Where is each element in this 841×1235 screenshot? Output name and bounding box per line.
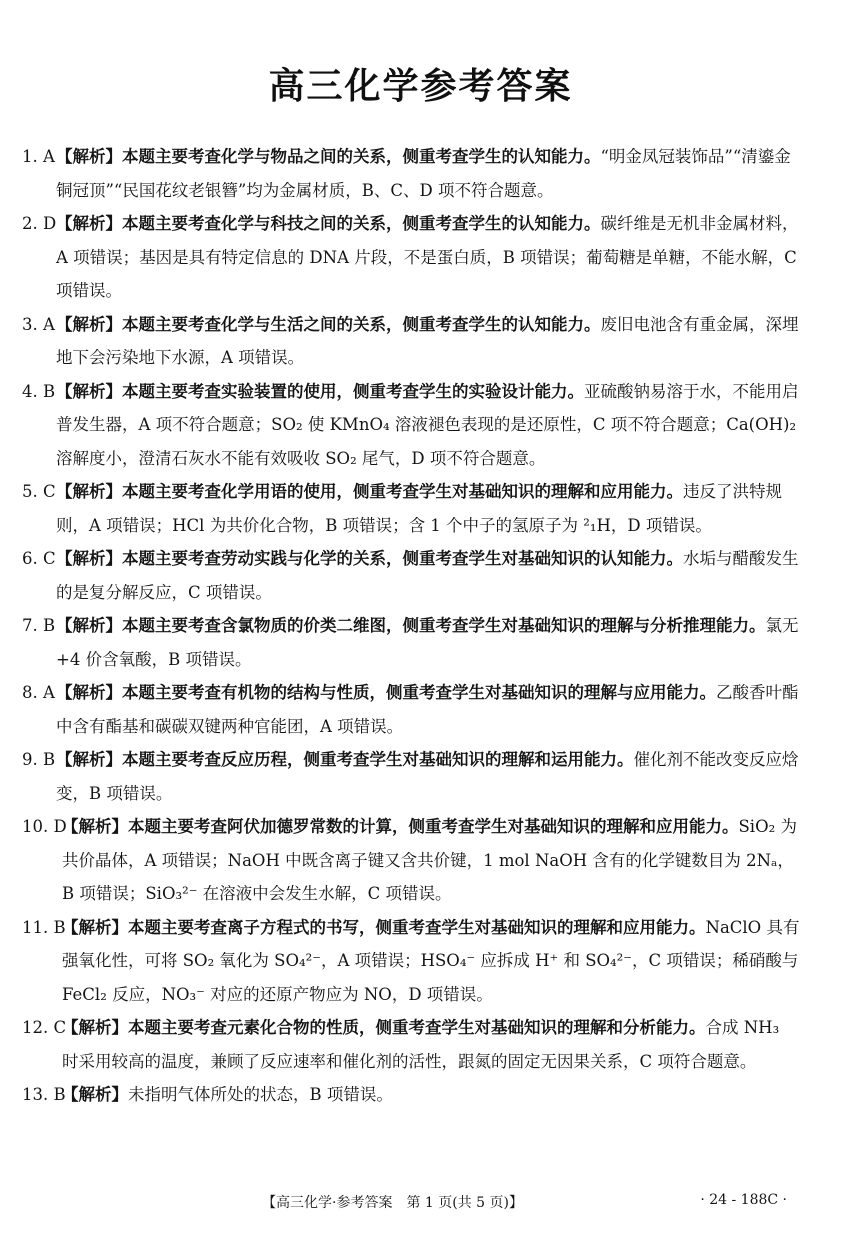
answer-item-5	[22, 475, 800, 542]
answer-item-8	[22, 676, 800, 743]
footer-code: · 24 - 188C ·	[700, 1192, 787, 1208]
answer-detail: 亚硫酸钠易溶于水，不能用启普发生器，A 项不符合题意；SO₂ 使 KMnO₄ 溶液褪色表现的是还原性，C 项不符合题意；Ca(OH)₂ 溶解度小，澄清石灰水不能有效吸收 SO₂ 尾气，D 项不符合题意。	[56, 381, 799, 468]
analysis-tag: 【解析】	[62, 1085, 128, 1104]
answer-item-12	[22, 1011, 800, 1078]
answer-detail: 废旧电池含有重金属，深埋地下会污染地下水源，A 项错误。	[56, 314, 799, 367]
answer-summary: 本题主要考查阿伏加德罗常数的计算，侧重考查学生对基础知识的理解和应用能力。	[128, 817, 739, 836]
answer-item-10	[22, 810, 800, 911]
answer-detail: 乙酸香叶酯中含有酯基和碳碳双键两种官能团，A 项错误。	[56, 683, 799, 736]
answer-detail: 未指明气体所处的状态，B 项错误。	[128, 1085, 393, 1104]
answer-number: 2. D	[22, 214, 57, 233]
answer-summary: 本题主要考查化学用语的使用，侧重考查学生对基础知识的理解和应用能力。	[122, 482, 683, 501]
answer-detail: 合成 NH₃ 时采用较高的温度，兼顾了反应速率和催化剂的活性，跟氮的固定无因果关系，C 项符合题意。	[62, 1018, 780, 1071]
answer-summary: 本题主要考查化学与生活之间的关系，侧重考查学生的认知能力。	[122, 314, 601, 334]
analysis-tag: 【解析】	[56, 750, 122, 769]
answer-summary: 本题主要考查实验装置的使用，侧重考查学生的实验设计能力。	[122, 381, 584, 401]
answer-number: 11. B	[22, 917, 66, 937]
answer-number: 7. B	[22, 616, 56, 635]
analysis-tag: 【解析】	[62, 817, 128, 836]
answer-summary: 本题主要考查含氯物质的价类二维图，侧重考查学生对基础知识的理解与分析推理能力。	[122, 616, 766, 635]
answer-item-9	[22, 743, 800, 810]
answer-summary: 本题主要考查有机物的结构与性质，侧重考查学生对基础知识的理解与应用能力。	[122, 683, 716, 702]
answer-number: 3. A	[22, 314, 55, 334]
answer-number: 6. C	[22, 549, 56, 568]
answer-item-2	[22, 207, 800, 308]
answer-summary: 本题主要考查劳动实践与化学的关系，侧重考查学生对基础知识的认知能力。	[122, 549, 683, 568]
answer-number: 8. A	[22, 683, 55, 702]
answer-item-3	[22, 308, 800, 375]
answer-summary: 本题主要考查元素化合物的性质，侧重考查学生对基础知识的理解和分析能力。	[128, 1018, 706, 1037]
answer-detail: “明金凤冠装饰品”“清鎏金铜冠顶”“民国花纹老银簪”均为金属材质，B、C、D 项不符合题意。	[56, 147, 791, 200]
analysis-tag: 【解析】	[56, 482, 122, 501]
page-footer	[0, 1192, 841, 1216]
analysis-tag: 【解析】	[56, 147, 122, 166]
answer-summary: 本题主要考查化学与科技之间的关系，侧重考查学生的认知能力。	[122, 214, 601, 233]
answer-detail: 违反了洪特规则，A 项错误；HCl 为共价化合物，B 项错误；含 1 个中子的氢原子为 ²₁H，D 项错误。	[56, 482, 782, 535]
analysis-tag: 【解析】	[56, 214, 122, 233]
answer-number: 5. C	[22, 482, 56, 501]
answer-detail: 碳纤维是无机非金属材料，A 项错误；基因是具有特定信息的 DNA 片段，不是蛋白质，B 项错误；葡萄糖是单糖，不能水解，C 项错误。	[56, 214, 799, 300]
answer-summary: 本题主要考查化学与物品之间的关系，侧重考查学生的认知能力。	[122, 147, 601, 166]
answer-detail: SiO₂ 为共价晶体，A 项错误；NaOH 中既含离子键又含共价键，1 mol NaOH 含有的化学键数目为 2Nₐ，B 项错误；SiO₃²⁻ 在溶液中会发生水解，C 项错误。	[62, 817, 797, 903]
answer-item-11	[22, 911, 800, 1012]
answer-item-6	[22, 542, 800, 609]
analysis-tag: 【解析】	[56, 549, 122, 568]
analysis-tag: 【解析】	[56, 381, 122, 401]
answer-number: 1. A	[22, 147, 55, 166]
answer-item-7	[22, 609, 800, 676]
analysis-tag: 【解析】	[62, 917, 128, 937]
answer-detail: NaClO 具有强氧化性，可将 SO₂ 氧化为 SO₄²⁻，A 项错误；HSO₄⁻ 应拆成 H⁺ 和 SO₄²⁻，C 项错误；稀硝酸与 FeCl₂ 反应，NO₃⁻ 对应的还原产物应为 NO，D 项错误。	[62, 917, 800, 1004]
answer-detail: 氯无+4 价含氧酸，B 项错误。	[56, 616, 799, 669]
analysis-tag: 【解析】	[56, 616, 122, 635]
answer-item-13	[22, 1078, 800, 1112]
answer-item-1	[22, 140, 800, 207]
answer-number: 12. C	[22, 1018, 67, 1037]
answer-list	[22, 140, 800, 1112]
analysis-tag: 【解析】	[56, 683, 122, 702]
footer-page-info: 【高三化学·参考答案 第 1 页(共 5 页)】	[262, 1195, 523, 1211]
answer-detail: 水垢与醋酸发生的是复分解反应，C 项错误。	[56, 549, 799, 602]
answer-summary: 本题主要考查离子方程式的书写，侧重考查学生对基础知识的理解和应用能力。	[128, 917, 706, 937]
answer-number: 4. B	[22, 381, 56, 401]
answer-number: 13. B	[22, 1085, 66, 1104]
answer-number: 10. D	[22, 817, 67, 836]
answer-item-4	[22, 375, 800, 476]
analysis-tag: 【解析】	[56, 314, 122, 334]
page-title: 高三化学参考答案	[268, 66, 573, 107]
answer-detail: 催化剂不能改变反应焓变，B 项错误。	[56, 750, 799, 803]
answer-number: 9. B	[22, 750, 56, 769]
answer-summary: 本题主要考查反应历程，侧重考查学生对基础知识的理解和运用能力。	[122, 750, 634, 769]
analysis-tag: 【解析】	[62, 1018, 128, 1037]
